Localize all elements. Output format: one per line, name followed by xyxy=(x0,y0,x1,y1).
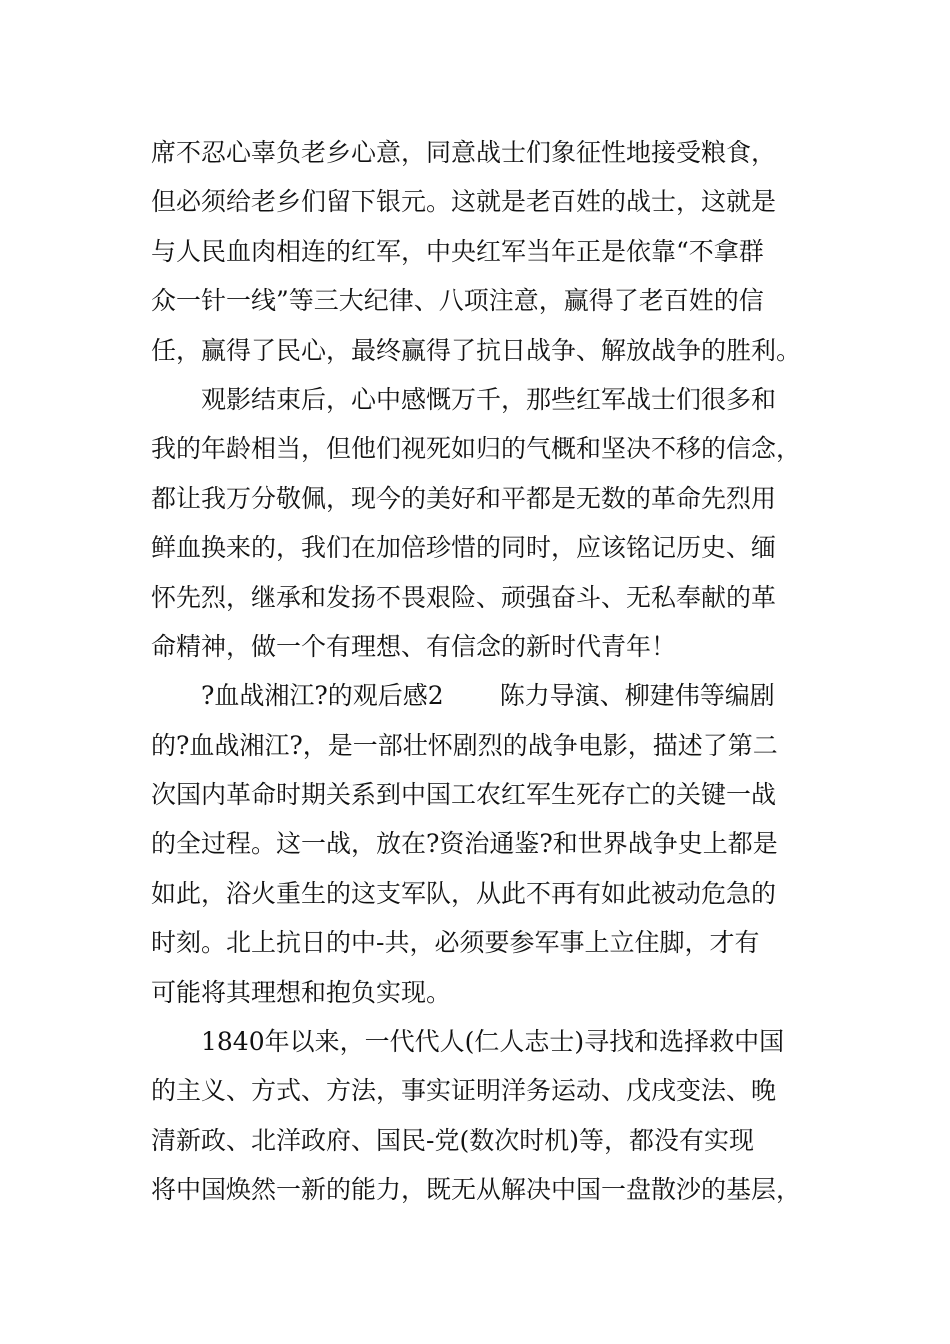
text-line: 时刻。北上抗日的中-共，必须要参军事上立住脚，才有 xyxy=(151,928,760,958)
text-line: 都让我万分敬佩，现今的美好和平都是无数的革命先烈用 xyxy=(151,483,777,513)
text-line: 的?血战湘江?，是一部壮怀剧烈的战争电影，描述了第二 xyxy=(151,730,778,760)
text-line: 的主义、方式、方法，事实证明洋务运动、戊戌变法、晚 xyxy=(151,1076,777,1106)
text-line: 众一针一线”等三大纪律、八项注意，赢得了老百姓的信 xyxy=(151,286,764,316)
text-line: 与人民血肉相连的红军，中央红军当年正是依靠“不拿群 xyxy=(151,236,764,266)
heading-continuation: 陈力导演、柳建伟等编剧 xyxy=(499,681,775,711)
text-line: 任，赢得了民心，最终赢得了抗日战争、解放战争的胜利。 xyxy=(151,335,802,365)
text-line: 命精神，做一个有理想、有信念的新时代青年！ xyxy=(151,631,677,661)
text-line: 鲜血换来的，我们在加倍珍惜的同时，应该铭记历史、缅 xyxy=(151,533,777,563)
text-line: 我的年龄相当，但他们视死如归的气概和坚决不移的信念， xyxy=(151,434,802,464)
section-heading-line xyxy=(151,671,831,720)
text-line: 可能将其理想和抱负实现。 xyxy=(151,977,452,1007)
text-line: 次国内革命时期关系到中国工农红军生死存亡的关键一战 xyxy=(151,780,777,810)
paragraph-start-line: 1840年以来，一代代人(仁人志士)寻找和选择救中国 xyxy=(201,1027,785,1057)
section-heading: ?血战湘江?的观后感2 xyxy=(201,681,444,711)
text-line: 怀先烈，继承和发扬不畏艰险、顽强奋斗、无私奉献的革 xyxy=(151,582,777,612)
text-line: 将中国焕然一新的能力，既无从解决中国一盘散沙的基层， xyxy=(151,1175,802,1205)
text-line: 席不忍心辜负老乡心意，同意战士们象征性地接受粮食， xyxy=(151,138,777,167)
text-line: 的全过程。这一战，放在?资治通鉴?和世界战争史上都是 xyxy=(151,829,778,859)
body-text xyxy=(151,128,831,1215)
text-line: 如此，浴火重生的这支军队，从此不再有如此被动危急的 xyxy=(151,878,777,908)
text-line: 但必须给老乡们留下银元。这就是老百姓的战士，这就是 xyxy=(151,187,777,217)
text-line: 清新政、北洋政府、国民-党(数次时机)等，都没有实现 xyxy=(151,1125,754,1155)
paragraph-start-line: 观影结束后，心中感慨万千，那些红军战士们很多和 xyxy=(201,384,777,414)
